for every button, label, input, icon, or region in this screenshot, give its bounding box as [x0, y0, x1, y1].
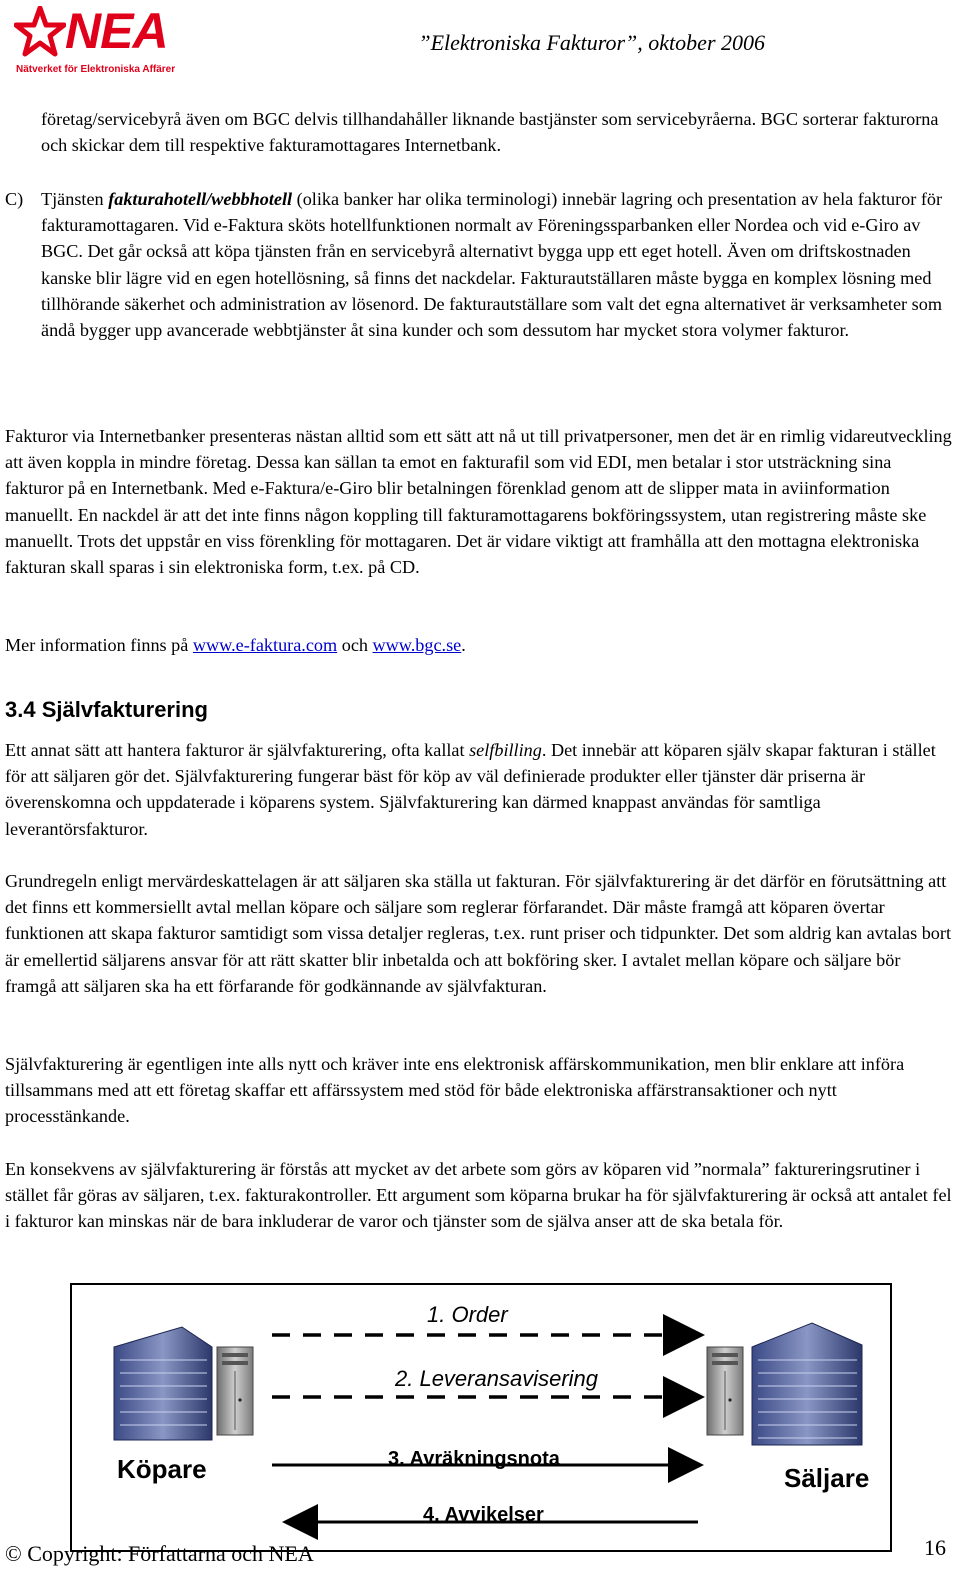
seller-building-icon [707, 1323, 862, 1445]
flow-label-settlement: 3. Avräkningsnota [388, 1448, 560, 1470]
paragraph-internetbanker: Fakturor via Internetbanker presenteras nästan alltid som ett sätt att nå ut till privatpersoner, men det är en rimlig vidareutveckling att även koppla in mindre företag. Dessa kan sällan ta emot en fakturafil som vid EDI, men betalar i stor utsträckning sina fakturor på en Internetbank. Med e-Faktura/e-Giro blir betalningen förenklad genom att de slipper mata in aviinformation manuellt. En nackdel är att det inte finns någon koppling till fakturamottagarens bokföringssystem, utan registrering måste ske manuellt. Trots det uppstår en viss förenkling för mottagaren. Det är vidare viktigt att framhålla att den mottagna elektroniska fakturan skall sparas i sin elektroniska form, t.ex. på CD. [5, 426, 952, 578]
star-icon [14, 6, 66, 58]
logo-wordmark: NEA [65, 3, 168, 59]
list-marker-c: C) [5, 189, 24, 209]
paragraph-konsekvens: En konsekvens av självfakturering är förstås att mycket av det arbete som görs av köparen vid ”normala” faktureringsrutiner i stället får göras av säljaren, t.ex. fakturakontroller. Ett argument som köparna brukar ha för självfakturering är också att antalet fel i fakturor kan minskas när de bara inkluderar de varor och tjänster som de själva anser att de ska betala för. [5, 1159, 952, 1232]
paragraph-bgc: företag/servicebyrå även om BGC delvis tillhandahåller liknande bastjänster som servicebyråerna. BGC sorterar fakturorna och skickar dem till respektive fakturamottagares Internetbank. [41, 109, 939, 156]
seller-label: Säljare [784, 1463, 870, 1493]
logo-subtitle: Nätverket för Elektroniska Affärer [16, 64, 176, 75]
paragraph-inte-nytt: Självfakturering är egentligen inte alls nytt och kräver inte ens elektronisk affärskommunikation, men blir enklare att införa tillsammans med att ett företag skaffar ett affärssystem med stöd för både elektroniska affärstransaktioner och nytt processtänkande. [5, 1054, 905, 1127]
flow-label-deviations: 4. Avvikelser [423, 1504, 544, 1526]
document-title: ”Elektroniska Fakturor”, oktober 2006 [418, 30, 765, 55]
paragraph-more-info: Mer information finns på www.e-faktura.com och www.bgc.se. [5, 635, 466, 655]
flow-label-order: 1. Order [427, 1302, 508, 1327]
buyer-label: Köpare [117, 1454, 207, 1484]
buyer-building-icon [114, 1327, 253, 1440]
paragraph-selfbilling-intro: Ett annat sätt att hantera fakturor är självfakturering, ofta kallat selfbilling. Det innebär att köparen själv skapar fakturan i stället för att säljaren gör det. Självfakturering fungerar bäst för köp av väl definierade produkter eller tjänster där priserna är överenskomna och uppdaterade i köparens system. Självfakturering kan därmed knappast användas för samtliga leverantörsfakturor. [5, 740, 936, 839]
term-selfbilling: selfbilling [469, 740, 542, 760]
paragraph-fakturahotell: Tjänsten fakturahotell/webbhotell (olika banker har olika terminologi) innebär lagring och presentation av hela fakturor för fakturamottagaren. Vid e-Faktura sköts hotellfunktionen normalt av Föreningssparbanken eller Nordea och vid e-Giro av BGC. Det går också att köpa tjänsten från en servicebyrå alternativt bygga upp ett eget hotell. Även om driftskostnaden kanske blir lägre vid en egen hotellösning, så finns det nackdelar. Fakturautställaren måste bygga en komplex lösning med tillhörande säkerhet och administration av lösenord. De fakturautställare som valt det egna alternativet är verksamheter som ändå bygger upp avancerade webbtjänster åt sina kunder och som dessutom har mycket stora volymer fakturor. [41, 189, 943, 341]
link-bgc[interactable]: www.bgc.se [372, 635, 462, 655]
selfbilling-diagram [70, 1283, 892, 1552]
flow-label-delivery-notice: 2. Leveransavisering [395, 1366, 599, 1391]
diagram-canvas [72, 1285, 890, 1550]
footer-copyright: © Copyright: Författarna och NEA [5, 1541, 314, 1566]
paragraph-grundregeln: Grundregeln enligt mervärdeskattelagen är att säljaren ska ställa ut fakturan. För självfakturering är det därför en förutsättning att det finns ett kommersiellt avtal mellan köpare och säljare som reglerar förfarandet. Där måste framgå att köparen övertar funktionen att skapa fakturor samtidigt som vissa detaljer regleras, t.ex. runt priser och tidpunkter. Det som aldrig kan avtalas bort är emellertid säljarens ansvar för att rätt skatter blir inbetalda och att bokföring sker. I avtalet mellan köpare och säljare bör framgå att säljaren ska ha ett förfarande för godkännande av självfakturan. [5, 871, 952, 996]
page-number: 16 [924, 1535, 946, 1560]
nea-logo [10, 3, 195, 78]
term-fakturahotell: fakturahotell/webbhotell [108, 189, 293, 209]
link-e-faktura[interactable]: www.e-faktura.com [192, 635, 338, 655]
section-heading: 3.4 Självfakturering [5, 697, 208, 722]
